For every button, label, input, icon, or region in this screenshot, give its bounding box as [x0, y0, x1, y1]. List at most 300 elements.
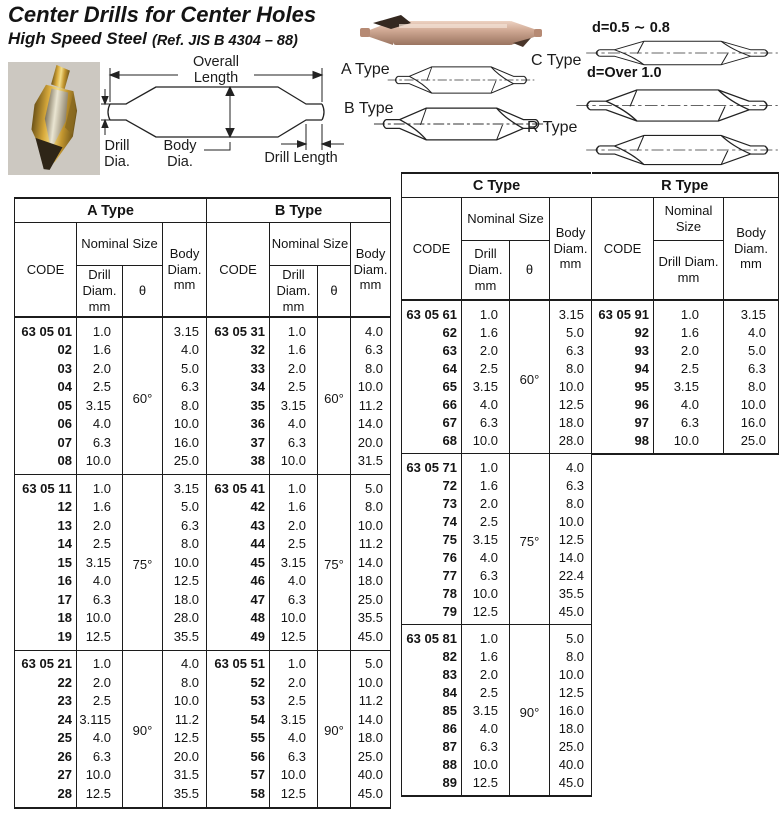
drill-diam-cell: 6.3 — [77, 747, 123, 766]
code-cell: 75 — [402, 530, 462, 548]
table-row — [402, 548, 592, 566]
b-type-drawing — [372, 101, 550, 147]
table-row — [15, 784, 207, 808]
a-type-table — [14, 197, 207, 809]
body-diam-cell: 20.0 — [351, 433, 391, 452]
body-diam-cell: 16.0 — [724, 413, 779, 431]
code-cell: 68 — [402, 431, 462, 454]
code-cell: 63 — [402, 341, 462, 359]
table-row — [402, 773, 592, 796]
drill-diam-cell: 6.3 — [270, 433, 318, 452]
drill-diam-cell: 10.0 — [270, 766, 318, 785]
table-row — [15, 498, 207, 517]
body-diam-cell: 18.0 — [163, 590, 207, 609]
code-cell: 36 — [207, 415, 270, 434]
code-cell: 63 05 01 — [15, 317, 77, 341]
body-diam-cell: 8.0 — [351, 498, 391, 517]
body-diam-cell: 10.0 — [351, 516, 391, 535]
table-row — [402, 647, 592, 665]
code-cell: 63 05 51 — [207, 650, 270, 673]
code-cell: 49 — [207, 627, 270, 650]
table-row — [15, 553, 207, 572]
drill-diam-cell: 10.0 — [654, 431, 724, 454]
table-row — [207, 766, 391, 785]
code-cell: 16 — [15, 572, 77, 591]
table-row — [207, 317, 391, 341]
body-diam-cell: 12.5 — [550, 530, 592, 548]
drill-diam-cell: 4.0 — [462, 395, 510, 413]
drill-diam-cell: 2.0 — [77, 516, 123, 535]
body-diam-cell: 11.2 — [351, 535, 391, 554]
theta-cell: 60° — [318, 317, 351, 475]
drill-diam-cell: 4.0 — [270, 415, 318, 434]
code-cell: 87 — [402, 737, 462, 755]
code-cell: 63 05 11 — [15, 475, 77, 498]
table-title: R Type — [592, 173, 779, 198]
body-diam-cell: 5.0 — [724, 341, 779, 359]
body-diam-cell: 4.0 — [724, 323, 779, 341]
code-cell: 82 — [402, 647, 462, 665]
drill-diam-cell: 2.0 — [462, 341, 510, 359]
drill-diam-cell: 1.6 — [462, 647, 510, 665]
body-diam-cell: 10.0 — [550, 665, 592, 683]
body-diam-cell: 10.0 — [163, 415, 207, 434]
drill-diam-cell: 6.3 — [270, 747, 318, 766]
table-row — [207, 747, 391, 766]
code-cell: 94 — [592, 359, 654, 377]
r-type-table — [591, 172, 779, 455]
table-row — [207, 378, 391, 397]
body-diam-cell: 22.4 — [550, 566, 592, 584]
drill-diam-cell: 2.5 — [462, 359, 510, 377]
code-cell: 25 — [15, 729, 77, 748]
drill-diam-cell: 6.3 — [270, 590, 318, 609]
code-cell: 98 — [592, 431, 654, 454]
body-diam-cell: 12.5 — [163, 729, 207, 748]
table-row — [402, 755, 592, 773]
table-row — [592, 300, 779, 323]
drill-diam-cell: 3.15 — [462, 701, 510, 719]
drill-diam-cell: 2.5 — [270, 692, 318, 711]
table-row — [402, 584, 592, 602]
theta-header: θ — [510, 241, 550, 301]
page-title: Center Drills for Center Holes — [8, 2, 317, 27]
body-diam-cell: 8.0 — [351, 359, 391, 378]
drill-diam-cell: 4.0 — [462, 719, 510, 737]
code-header: CODE — [402, 198, 462, 301]
code-cell: 48 — [207, 609, 270, 628]
table-row — [15, 650, 207, 673]
table-row — [402, 602, 592, 625]
r-type-label: R Type — [527, 119, 578, 136]
table-row — [207, 415, 391, 434]
theta-cell: 90° — [318, 650, 351, 808]
body-diam-cell: 25.0 — [724, 431, 779, 454]
c-type-large-note: d=Over 1.0 — [587, 65, 662, 81]
body-diam-cell: 14.0 — [351, 415, 391, 434]
code-header: CODE — [15, 223, 77, 318]
body-diam-cell: 8.0 — [550, 359, 592, 377]
table-row — [402, 454, 592, 477]
body-diam-cell: 25.0 — [351, 747, 391, 766]
drill-diam-cell: 2.5 — [462, 512, 510, 530]
body-diam-header: Body Diam. mm — [550, 198, 592, 301]
table-row — [402, 341, 592, 359]
code-cell: 73 — [402, 494, 462, 512]
code-cell: 72 — [402, 476, 462, 494]
drill-diam-cell: 3.15 — [270, 710, 318, 729]
body-diam-cell: 8.0 — [724, 377, 779, 395]
drill-diam-cell: 2.0 — [462, 494, 510, 512]
drill-diam-cell: 6.3 — [77, 433, 123, 452]
drill-diam-cell: 2.0 — [77, 359, 123, 378]
body-diam-cell: 8.0 — [550, 494, 592, 512]
body-diam-cell: 16.0 — [163, 433, 207, 452]
table-row — [592, 395, 779, 413]
table-row — [402, 530, 592, 548]
table-row — [402, 625, 592, 648]
code-cell: 46 — [207, 572, 270, 591]
table-row — [592, 359, 779, 377]
drill-diam-cell: 1.0 — [654, 300, 724, 323]
table-title: C Type — [402, 173, 592, 198]
table-row — [402, 494, 592, 512]
drill-diam-cell: 1.0 — [77, 475, 123, 498]
body-diam-cell: 5.0 — [163, 498, 207, 517]
code-cell: 78 — [402, 584, 462, 602]
code-cell: 58 — [207, 784, 270, 808]
nominal-size-header: Nominal Size — [462, 198, 550, 241]
code-cell: 28 — [15, 784, 77, 808]
code-cell: 52 — [207, 673, 270, 692]
table-row — [402, 431, 592, 454]
table-row — [207, 475, 391, 498]
drill-diam-cell: 2.0 — [270, 359, 318, 378]
body-diam-cell: 18.0 — [550, 413, 592, 431]
body-diam-cell: 6.3 — [724, 359, 779, 377]
code-cell: 03 — [15, 359, 77, 378]
table-row — [207, 609, 391, 628]
drill-diam-cell: 12.5 — [270, 627, 318, 650]
code-cell: 27 — [15, 766, 77, 785]
drill-diam-header: Drill Diam. mm — [270, 266, 318, 318]
body-diam-cell: 3.15 — [163, 317, 207, 341]
code-cell: 32 — [207, 341, 270, 360]
body-diam-cell: 10.0 — [351, 673, 391, 692]
table-row — [402, 701, 592, 719]
table-row — [15, 341, 207, 360]
table-row — [207, 692, 391, 711]
a-type-label: A Type — [341, 61, 390, 78]
body-diam-cell: 18.0 — [351, 729, 391, 748]
table-row — [15, 590, 207, 609]
code-cell: 14 — [15, 535, 77, 554]
table-row — [207, 396, 391, 415]
table-row — [207, 341, 391, 360]
drill-diam-cell: 1.0 — [270, 317, 318, 341]
table-row — [207, 710, 391, 729]
table-row — [207, 650, 391, 673]
drill-diam-cell: 2.5 — [654, 359, 724, 377]
code-cell: 95 — [592, 377, 654, 395]
body-diam-cell: 3.15 — [163, 475, 207, 498]
table-row — [592, 431, 779, 454]
body-diam-cell: 5.0 — [351, 650, 391, 673]
drill-diam-cell: 2.0 — [270, 673, 318, 692]
drill-diam-header: Drill Diam. mm — [77, 266, 123, 318]
drill-diam-cell: 10.0 — [77, 452, 123, 475]
drill-diam-cell: 2.5 — [77, 535, 123, 554]
body-diam-header: Body Diam. mm — [163, 223, 207, 318]
drill-diam-cell: 1.0 — [77, 650, 123, 673]
drill-diam-cell: 10.0 — [270, 609, 318, 628]
table-title: B Type — [207, 198, 391, 223]
drill-diam-header: Drill Diam. mm — [462, 241, 510, 301]
drill-diam-cell: 6.3 — [462, 413, 510, 431]
table-row — [402, 566, 592, 584]
overall-length-label: Overall Length — [193, 54, 239, 87]
drill-diam-cell: 6.3 — [462, 737, 510, 755]
body-diam-cell: 10.0 — [724, 395, 779, 413]
table-row — [15, 535, 207, 554]
code-cell: 35 — [207, 396, 270, 415]
body-diam-cell: 40.0 — [351, 766, 391, 785]
table-title: A Type — [15, 198, 207, 223]
drill-diam-cell: 1.6 — [77, 341, 123, 360]
theta-cell: 75° — [318, 475, 351, 651]
code-cell: 76 — [402, 548, 462, 566]
drill-diam-cell: 12.5 — [77, 784, 123, 808]
body-diam-cell: 35.5 — [351, 609, 391, 628]
code-cell: 85 — [402, 701, 462, 719]
body-diam-cell: 14.0 — [550, 548, 592, 566]
table-row — [402, 719, 592, 737]
theta-cell: 75° — [123, 475, 163, 651]
body-diam-cell: 45.0 — [351, 784, 391, 808]
code-cell: 47 — [207, 590, 270, 609]
table-row — [15, 572, 207, 591]
page-subtitle: High Speed Steel — [8, 29, 147, 48]
body-diam-cell: 6.3 — [351, 341, 391, 360]
r-type-drawing — [584, 129, 780, 171]
c-type-table — [401, 172, 592, 797]
code-cell: 83 — [402, 665, 462, 683]
code-cell: 37 — [207, 433, 270, 452]
drill-diam-cell: 10.0 — [462, 584, 510, 602]
code-cell: 63 05 21 — [15, 650, 77, 673]
table-row — [592, 413, 779, 431]
drill-diam-cell: 6.3 — [462, 566, 510, 584]
code-cell: 26 — [15, 747, 77, 766]
table-row — [15, 627, 207, 650]
body-diam-cell: 4.0 — [351, 317, 391, 341]
drill-diam-cell: 1.0 — [462, 625, 510, 648]
reference-standard: (Ref. JIS B 4304 – 88) — [152, 33, 298, 49]
drill-diam-cell: 4.0 — [77, 572, 123, 591]
body-diam-header: Body Diam. mm — [724, 198, 779, 301]
code-cell: 05 — [15, 396, 77, 415]
body-diam-cell: 8.0 — [163, 535, 207, 554]
body-diam-cell: 12.5 — [550, 683, 592, 701]
code-cell: 74 — [402, 512, 462, 530]
body-diam-cell: 8.0 — [163, 673, 207, 692]
code-cell: 07 — [15, 433, 77, 452]
table-row — [15, 317, 207, 341]
drill-diam-cell: 10.0 — [77, 609, 123, 628]
body-diam-cell: 31.5 — [163, 766, 207, 785]
drill-diam-cell: 10.0 — [462, 755, 510, 773]
drill-diam-cell: 1.0 — [77, 317, 123, 341]
table-row — [207, 498, 391, 517]
nominal-size-header: Nominal Size — [77, 223, 163, 266]
table-row — [15, 673, 207, 692]
drill-diam-cell: 4.0 — [270, 729, 318, 748]
code-cell: 84 — [402, 683, 462, 701]
code-cell: 88 — [402, 755, 462, 773]
body-diam-cell: 11.2 — [351, 692, 391, 711]
drill-diam-cell: 12.5 — [462, 773, 510, 796]
drill-diam-cell: 2.0 — [462, 665, 510, 683]
drill-diam-cell: 4.0 — [270, 572, 318, 591]
body-diam-cell: 20.0 — [163, 747, 207, 766]
body-diam-cell: 5.0 — [550, 323, 592, 341]
c-type-large-drawing — [574, 83, 780, 128]
theta-cell: 75° — [510, 454, 550, 625]
body-diam-cell: 8.0 — [550, 647, 592, 665]
code-cell: 18 — [15, 609, 77, 628]
drill-diam-cell: 3.15 — [270, 553, 318, 572]
table-row — [15, 415, 207, 434]
drill-diam-cell: 2.5 — [77, 378, 123, 397]
drill-diam-cell: 12.5 — [270, 784, 318, 808]
body-diam-cell: 6.3 — [550, 476, 592, 494]
table-row — [592, 377, 779, 395]
code-cell: 97 — [592, 413, 654, 431]
drill-diam-cell: 4.0 — [654, 395, 724, 413]
code-cell: 96 — [592, 395, 654, 413]
body-dia-label: Body Dia. — [163, 138, 197, 171]
theta-cell: 60° — [123, 317, 163, 475]
theta-cell: 90° — [123, 650, 163, 808]
code-cell: 45 — [207, 553, 270, 572]
nominal-size-header: Nominal Size — [654, 198, 724, 241]
body-diam-cell: 28.0 — [163, 609, 207, 628]
dimension-diagram — [98, 54, 348, 172]
table-row — [15, 729, 207, 748]
a-type-drawing — [386, 61, 536, 99]
code-header: CODE — [207, 223, 270, 318]
code-cell: 93 — [592, 341, 654, 359]
code-cell: 17 — [15, 590, 77, 609]
body-diam-cell: 18.0 — [550, 719, 592, 737]
body-diam-cell: 11.2 — [163, 710, 207, 729]
body-diam-cell: 5.0 — [351, 475, 391, 498]
drill-diam-cell: 3.15 — [654, 377, 724, 395]
code-cell: 42 — [207, 498, 270, 517]
table-row — [207, 553, 391, 572]
drill-diam-cell: 1.0 — [270, 475, 318, 498]
table-row — [15, 609, 207, 628]
body-diam-cell: 11.2 — [351, 396, 391, 415]
body-diam-cell: 10.0 — [351, 378, 391, 397]
drill-diam-cell: 2.0 — [77, 673, 123, 692]
body-diam-cell: 5.0 — [550, 625, 592, 648]
table-row — [207, 590, 391, 609]
drill-diam-cell: 12.5 — [77, 627, 123, 650]
code-cell: 38 — [207, 452, 270, 475]
drill-dia-label: Drill Dia. — [104, 138, 130, 171]
center-drill-photo — [8, 62, 100, 175]
drill-diam-cell: 6.3 — [77, 590, 123, 609]
table-row — [402, 300, 592, 323]
code-cell: 44 — [207, 535, 270, 554]
code-cell: 02 — [15, 341, 77, 360]
table-row — [207, 627, 391, 650]
body-diam-cell: 12.5 — [550, 395, 592, 413]
table-row — [15, 452, 207, 475]
table-row — [402, 359, 592, 377]
drill-diam-cell: 1.6 — [654, 323, 724, 341]
body-diam-cell: 28.0 — [550, 431, 592, 454]
drill-diam-cell: 2.0 — [654, 341, 724, 359]
table-row — [207, 729, 391, 748]
body-diam-cell: 6.3 — [550, 341, 592, 359]
code-cell: 22 — [15, 673, 77, 692]
nominal-size-header: Nominal Size — [270, 223, 351, 266]
code-cell: 54 — [207, 710, 270, 729]
body-diam-cell: 25.0 — [163, 452, 207, 475]
drill-diam-cell: 2.5 — [462, 683, 510, 701]
table-row — [207, 673, 391, 692]
code-cell: 57 — [207, 766, 270, 785]
table-row — [15, 516, 207, 535]
code-cell: 92 — [592, 323, 654, 341]
code-cell: 77 — [402, 566, 462, 584]
code-cell: 65 — [402, 377, 462, 395]
drill-diam-cell: 3.15 — [462, 530, 510, 548]
table-row — [402, 683, 592, 701]
code-cell: 43 — [207, 516, 270, 535]
body-diam-cell: 35.5 — [163, 627, 207, 650]
body-diam-cell: 12.5 — [163, 572, 207, 591]
table-row — [402, 323, 592, 341]
body-diam-cell: 4.0 — [550, 454, 592, 477]
drill-diam-cell: 1.0 — [462, 454, 510, 477]
code-cell: 53 — [207, 692, 270, 711]
code-cell: 63 05 91 — [592, 300, 654, 323]
code-cell: 86 — [402, 719, 462, 737]
drill-length-label: Drill Length — [264, 150, 338, 166]
drill-diam-cell: 10.0 — [462, 431, 510, 454]
code-cell: 15 — [15, 553, 77, 572]
table-row — [207, 452, 391, 475]
drill-diam-cell: 2.5 — [77, 692, 123, 711]
body-diam-cell: 45.0 — [550, 773, 592, 796]
table-row — [402, 476, 592, 494]
center-drill-photo-horizontal — [355, 5, 545, 60]
drill-diam-cell: 4.0 — [462, 548, 510, 566]
c-type-label: C Type — [531, 52, 582, 69]
code-cell: 62 — [402, 323, 462, 341]
table-row — [207, 784, 391, 808]
code-cell: 63 05 71 — [402, 454, 462, 477]
drill-diam-header: Drill Diam. mm — [654, 241, 724, 301]
body-diam-cell: 6.3 — [163, 378, 207, 397]
drill-diam-cell: 1.6 — [77, 498, 123, 517]
table-row — [402, 512, 592, 530]
table-row — [207, 433, 391, 452]
code-cell: 08 — [15, 452, 77, 475]
